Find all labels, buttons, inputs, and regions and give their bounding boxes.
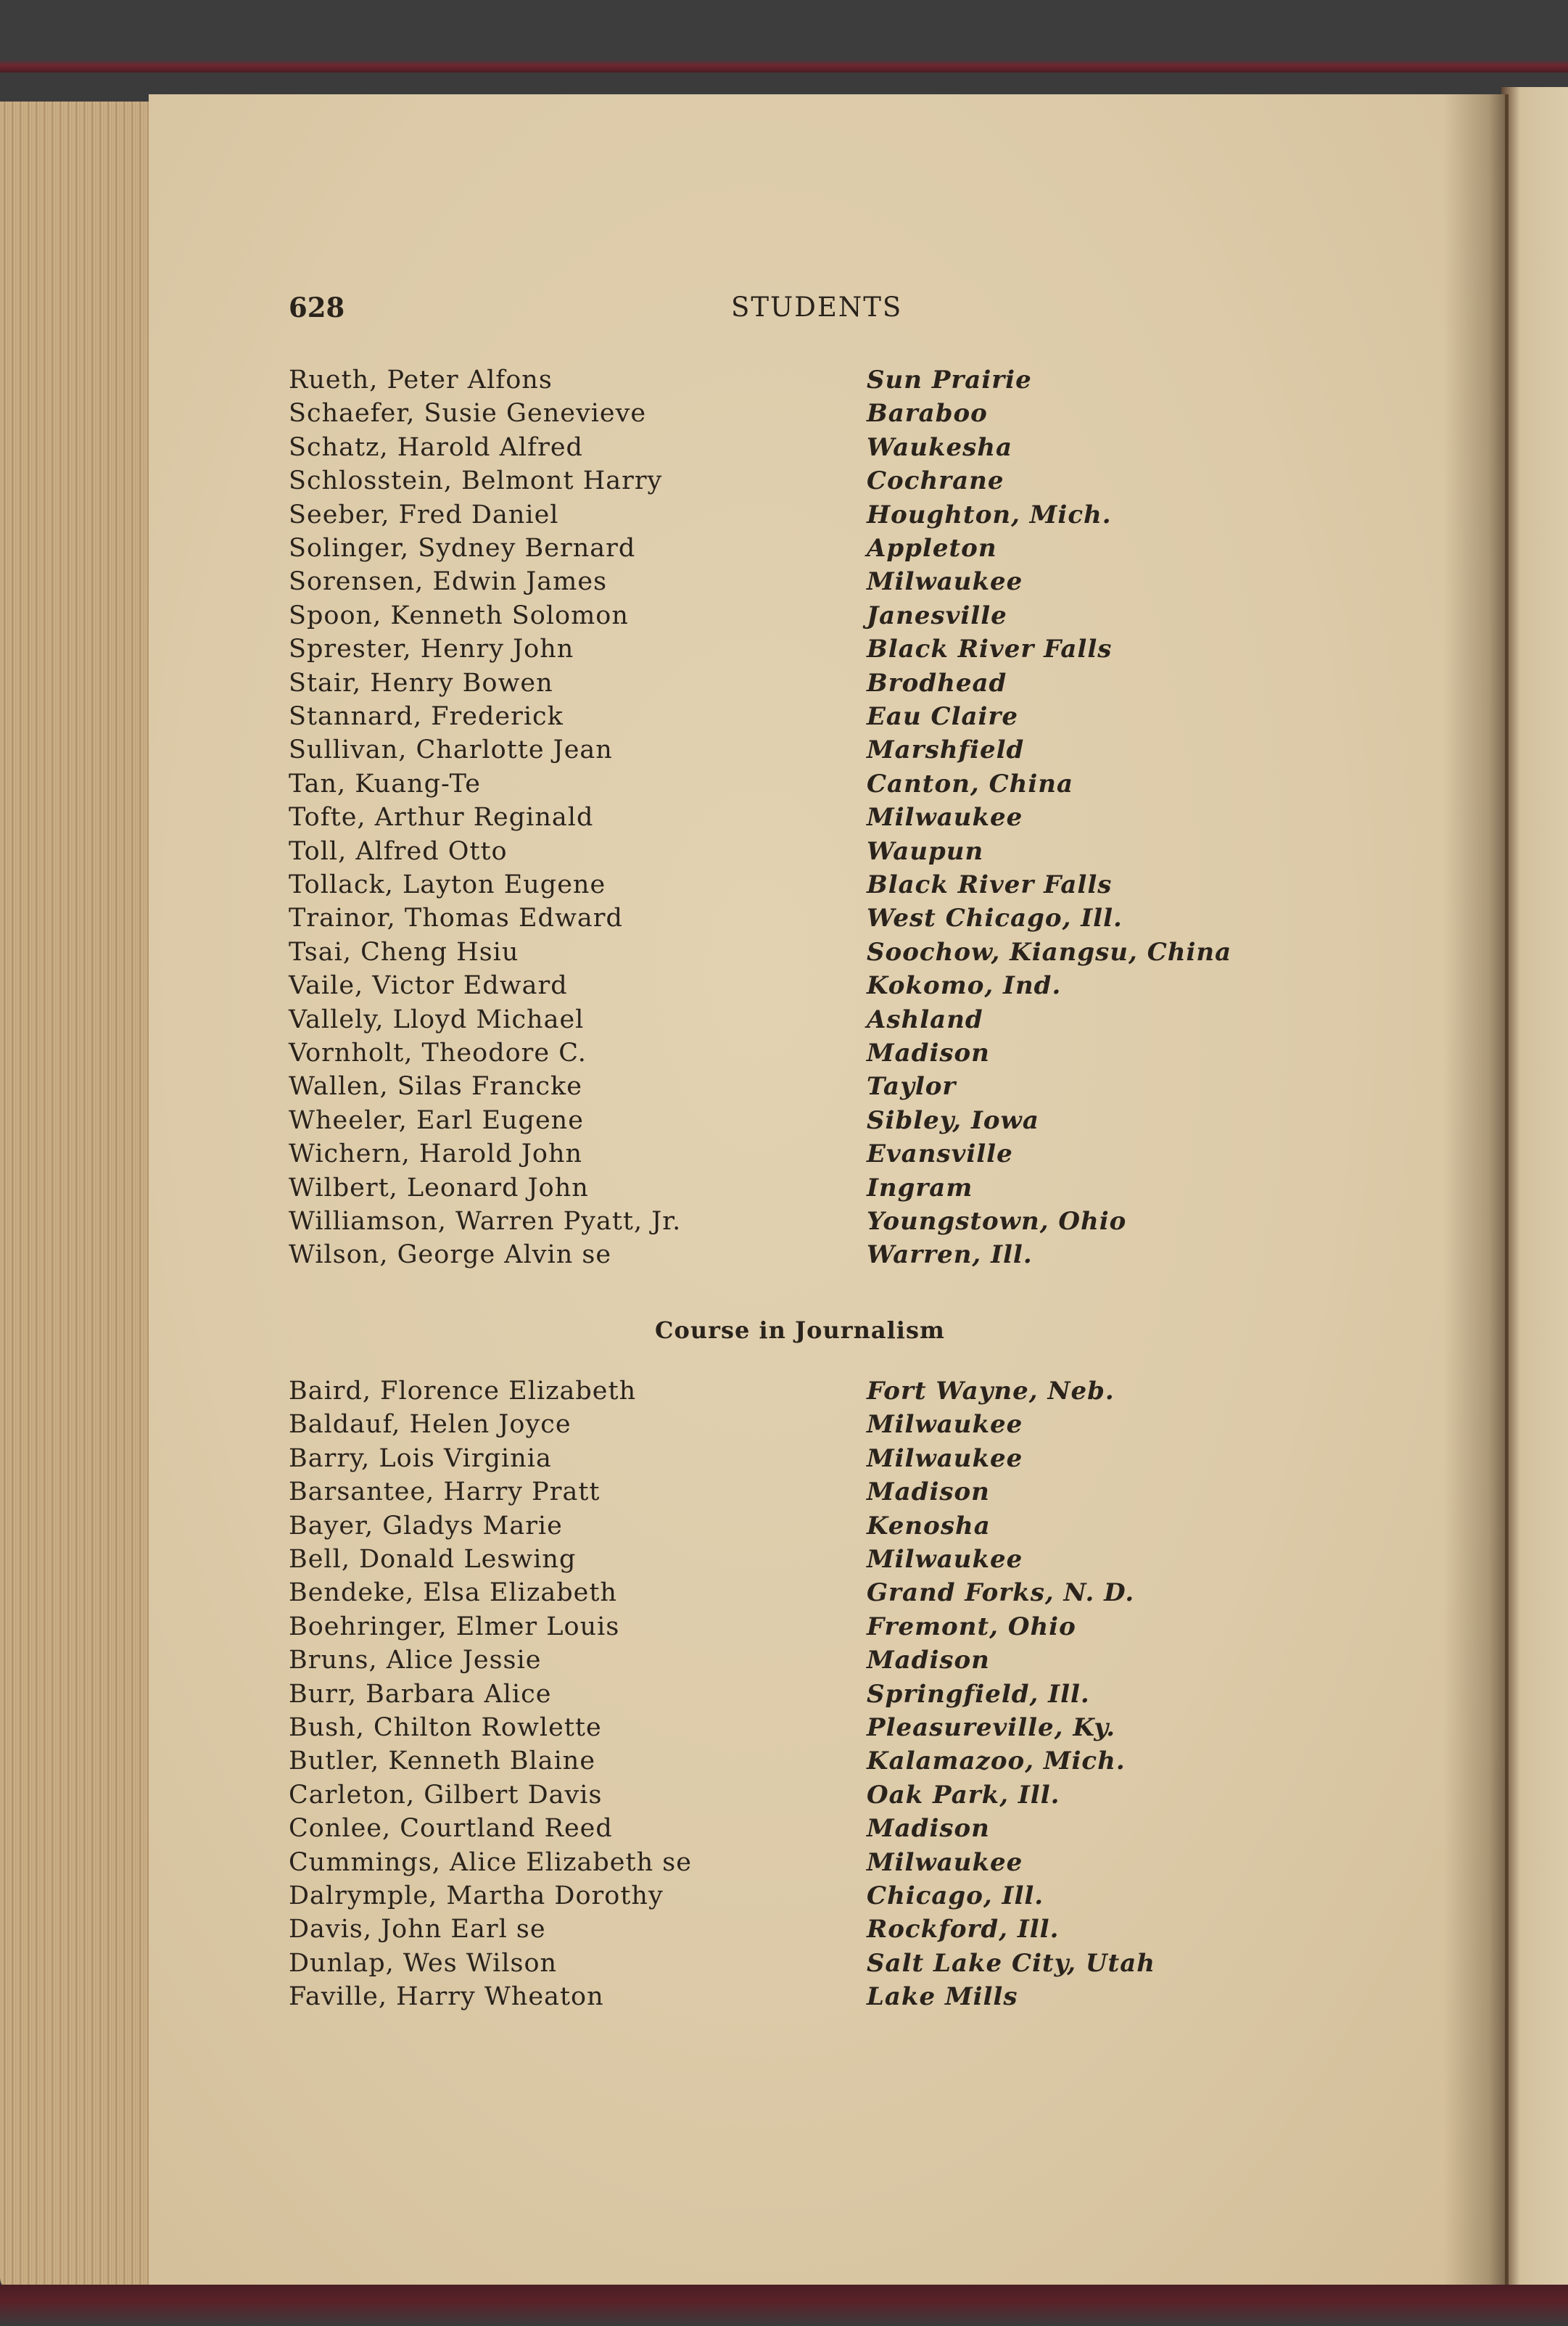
page-title: STUDENTS [731,292,903,323]
student-name: Dalrymple, Martha Dorothy [289,1881,664,1910]
student-name: Bush, Chilton Rowlette [289,1713,602,1742]
student-name: Dunlap, Wes Wilson [289,1948,558,1978]
student-name: Rueth, Peter Alfons [289,366,553,395]
student-name: Bayer, Gladys Marie [289,1511,563,1541]
student-name: Seeber, Fred Daniel [289,500,559,529]
hometown: Kenosha [867,1511,991,1541]
book-top-edge [0,0,1568,73]
student-name: Schatz, Harold Alfred [289,432,583,462]
student-name: Sorensen, Edwin James [289,567,608,597]
facing-page-edge [1501,87,1568,2292]
section-heading: Course in Journalism [655,1316,945,1344]
student-name: Tsai, Cheng Hsiu [289,937,519,967]
hometown: Sibley, Iowa [867,1105,1039,1135]
hometown: Houghton, Mich. [867,500,1112,529]
hometown: Waupun [867,836,984,866]
hometown: Soochow, Kiangsu, China [867,937,1232,967]
hometown: West Chicago, Ill. [867,904,1123,933]
hometown: Kokomo, Ind. [867,971,1062,1001]
hometown: Milwaukee [867,1847,1023,1877]
hometown: Youngstown, Ohio [867,1207,1127,1236]
hometown: Rockford, Ill. [867,1915,1060,1944]
hometown: Sun Prairie [867,366,1032,395]
hometown: Springfield, Ill. [867,1679,1090,1709]
student-name: Wallen, Silas Francke [289,1072,582,1102]
student-name: Wilson, George Alvin se [289,1240,612,1270]
student-name: Conlee, Courtland Reed [289,1814,613,1844]
hometown: Milwaukee [867,1410,1023,1440]
hometown: Madison [867,1646,990,1675]
student-name: Barsantee, Harry Pratt [289,1477,601,1507]
student-name: Barry, Lois Virginia [289,1443,552,1473]
student-name: Vornholt, Theodore C. [289,1039,587,1068]
hometown: Kalamazoo, Mich. [867,1746,1126,1776]
student-name: Davis, John Earl se [289,1915,546,1944]
student-name: Faville, Harry Wheaton [289,1982,604,2012]
hometown: Waukesha [867,432,1013,462]
student-name: Sullivan, Charlotte Jean [289,735,613,765]
hometown: Milwaukee [867,1443,1023,1473]
hometown: Brodhead [867,668,1007,698]
hometown: Appleton [867,534,997,563]
student-name: Sprester, Henry John [289,635,574,664]
student-name: Toll, Alfred Otto [289,836,508,866]
hometown: Madison [867,1477,990,1507]
student-name: Wilbert, Leonard John [289,1173,589,1203]
hometown: Evansville [867,1139,1013,1169]
student-name: Schlosstein, Belmont Harry [289,466,663,496]
hometown: Janesville [867,601,1007,630]
hometown: Lake Mills [867,1982,1018,2012]
hometown: Marshfield [867,735,1025,765]
student-name: Baldauf, Helen Joyce [289,1410,572,1440]
student-name: Cummings, Alice Elizabeth se [289,1847,692,1877]
student-name: Vaile, Victor Edward [289,971,568,1001]
hometown: Taylor [867,1072,957,1102]
student-name: Wheeler, Earl Eugene [289,1105,584,1135]
hometown: Cochrane [867,466,1004,496]
student-name: Burr, Barbara Alice [289,1679,552,1709]
page-stack-edges [0,102,156,2292]
student-name: Tan, Kuang-Te [289,769,481,799]
hometown: Black River Falls [867,870,1113,899]
hometown: Grand Forks, N. D. [867,1578,1135,1608]
student-name: Baird, Florence Elizabeth [289,1377,637,1406]
student-name: Bell, Donald Leswing [289,1545,577,1574]
hometown: Salt Lake City, Utah [867,1948,1155,1978]
student-name: Wichern, Harold John [289,1139,583,1169]
hometown: Milwaukee [867,803,1023,833]
hometown: Fort Wayne, Neb. [867,1377,1115,1406]
hometown: Milwaukee [867,1545,1023,1574]
hometown: Madison [867,1814,990,1844]
student-name: Bruns, Alice Jessie [289,1646,542,1675]
hometown: Black River Falls [867,635,1113,664]
student-name: Boehringer, Elmer Louis [289,1612,620,1641]
student-name: Stannard, Frederick [289,702,564,731]
hometown: Eau Claire [867,702,1018,731]
student-name: Stair, Henry Bowen [289,668,553,698]
hometown: Chicago, Ill. [867,1881,1044,1910]
student-name: Trainor, Thomas Edward [289,904,623,933]
student-name: Vallely, Lloyd Michael [289,1005,585,1034]
hometown: Canton, China [867,769,1074,799]
hometown: Madison [867,1039,990,1068]
hometown: Oak Park, Ill. [867,1780,1060,1810]
student-name: Tofte, Arthur Reginald [289,803,594,833]
student-name: Spoon, Kenneth Solomon [289,601,629,630]
student-name: Bendeke, Elsa Elizabeth [289,1578,617,1608]
page-number: 628 [289,292,345,323]
student-name: Williamson, Warren Pyatt, Jr. [289,1207,682,1236]
spine-shadow [1443,94,1509,2292]
student-name: Butler, Kenneth Blaine [289,1746,596,1776]
student-name: Solinger, Sydney Bernard [289,534,636,563]
student-name: Tollack, Layton Eugene [289,870,606,899]
hometown: Baraboo [867,399,988,429]
hometown: Fremont, Ohio [867,1612,1076,1641]
student-name: Carleton, Gilbert Davis [289,1780,603,1810]
hometown: Pleasureville, Ky. [867,1713,1116,1742]
hometown: Warren, Ill. [867,1240,1033,1270]
hometown: Ingram [867,1173,973,1203]
hometown: Milwaukee [867,567,1023,597]
student-name: Schaefer, Susie Genevieve [289,399,647,429]
book-bottom-edge [0,2285,1568,2326]
hometown: Ashland [867,1005,983,1034]
